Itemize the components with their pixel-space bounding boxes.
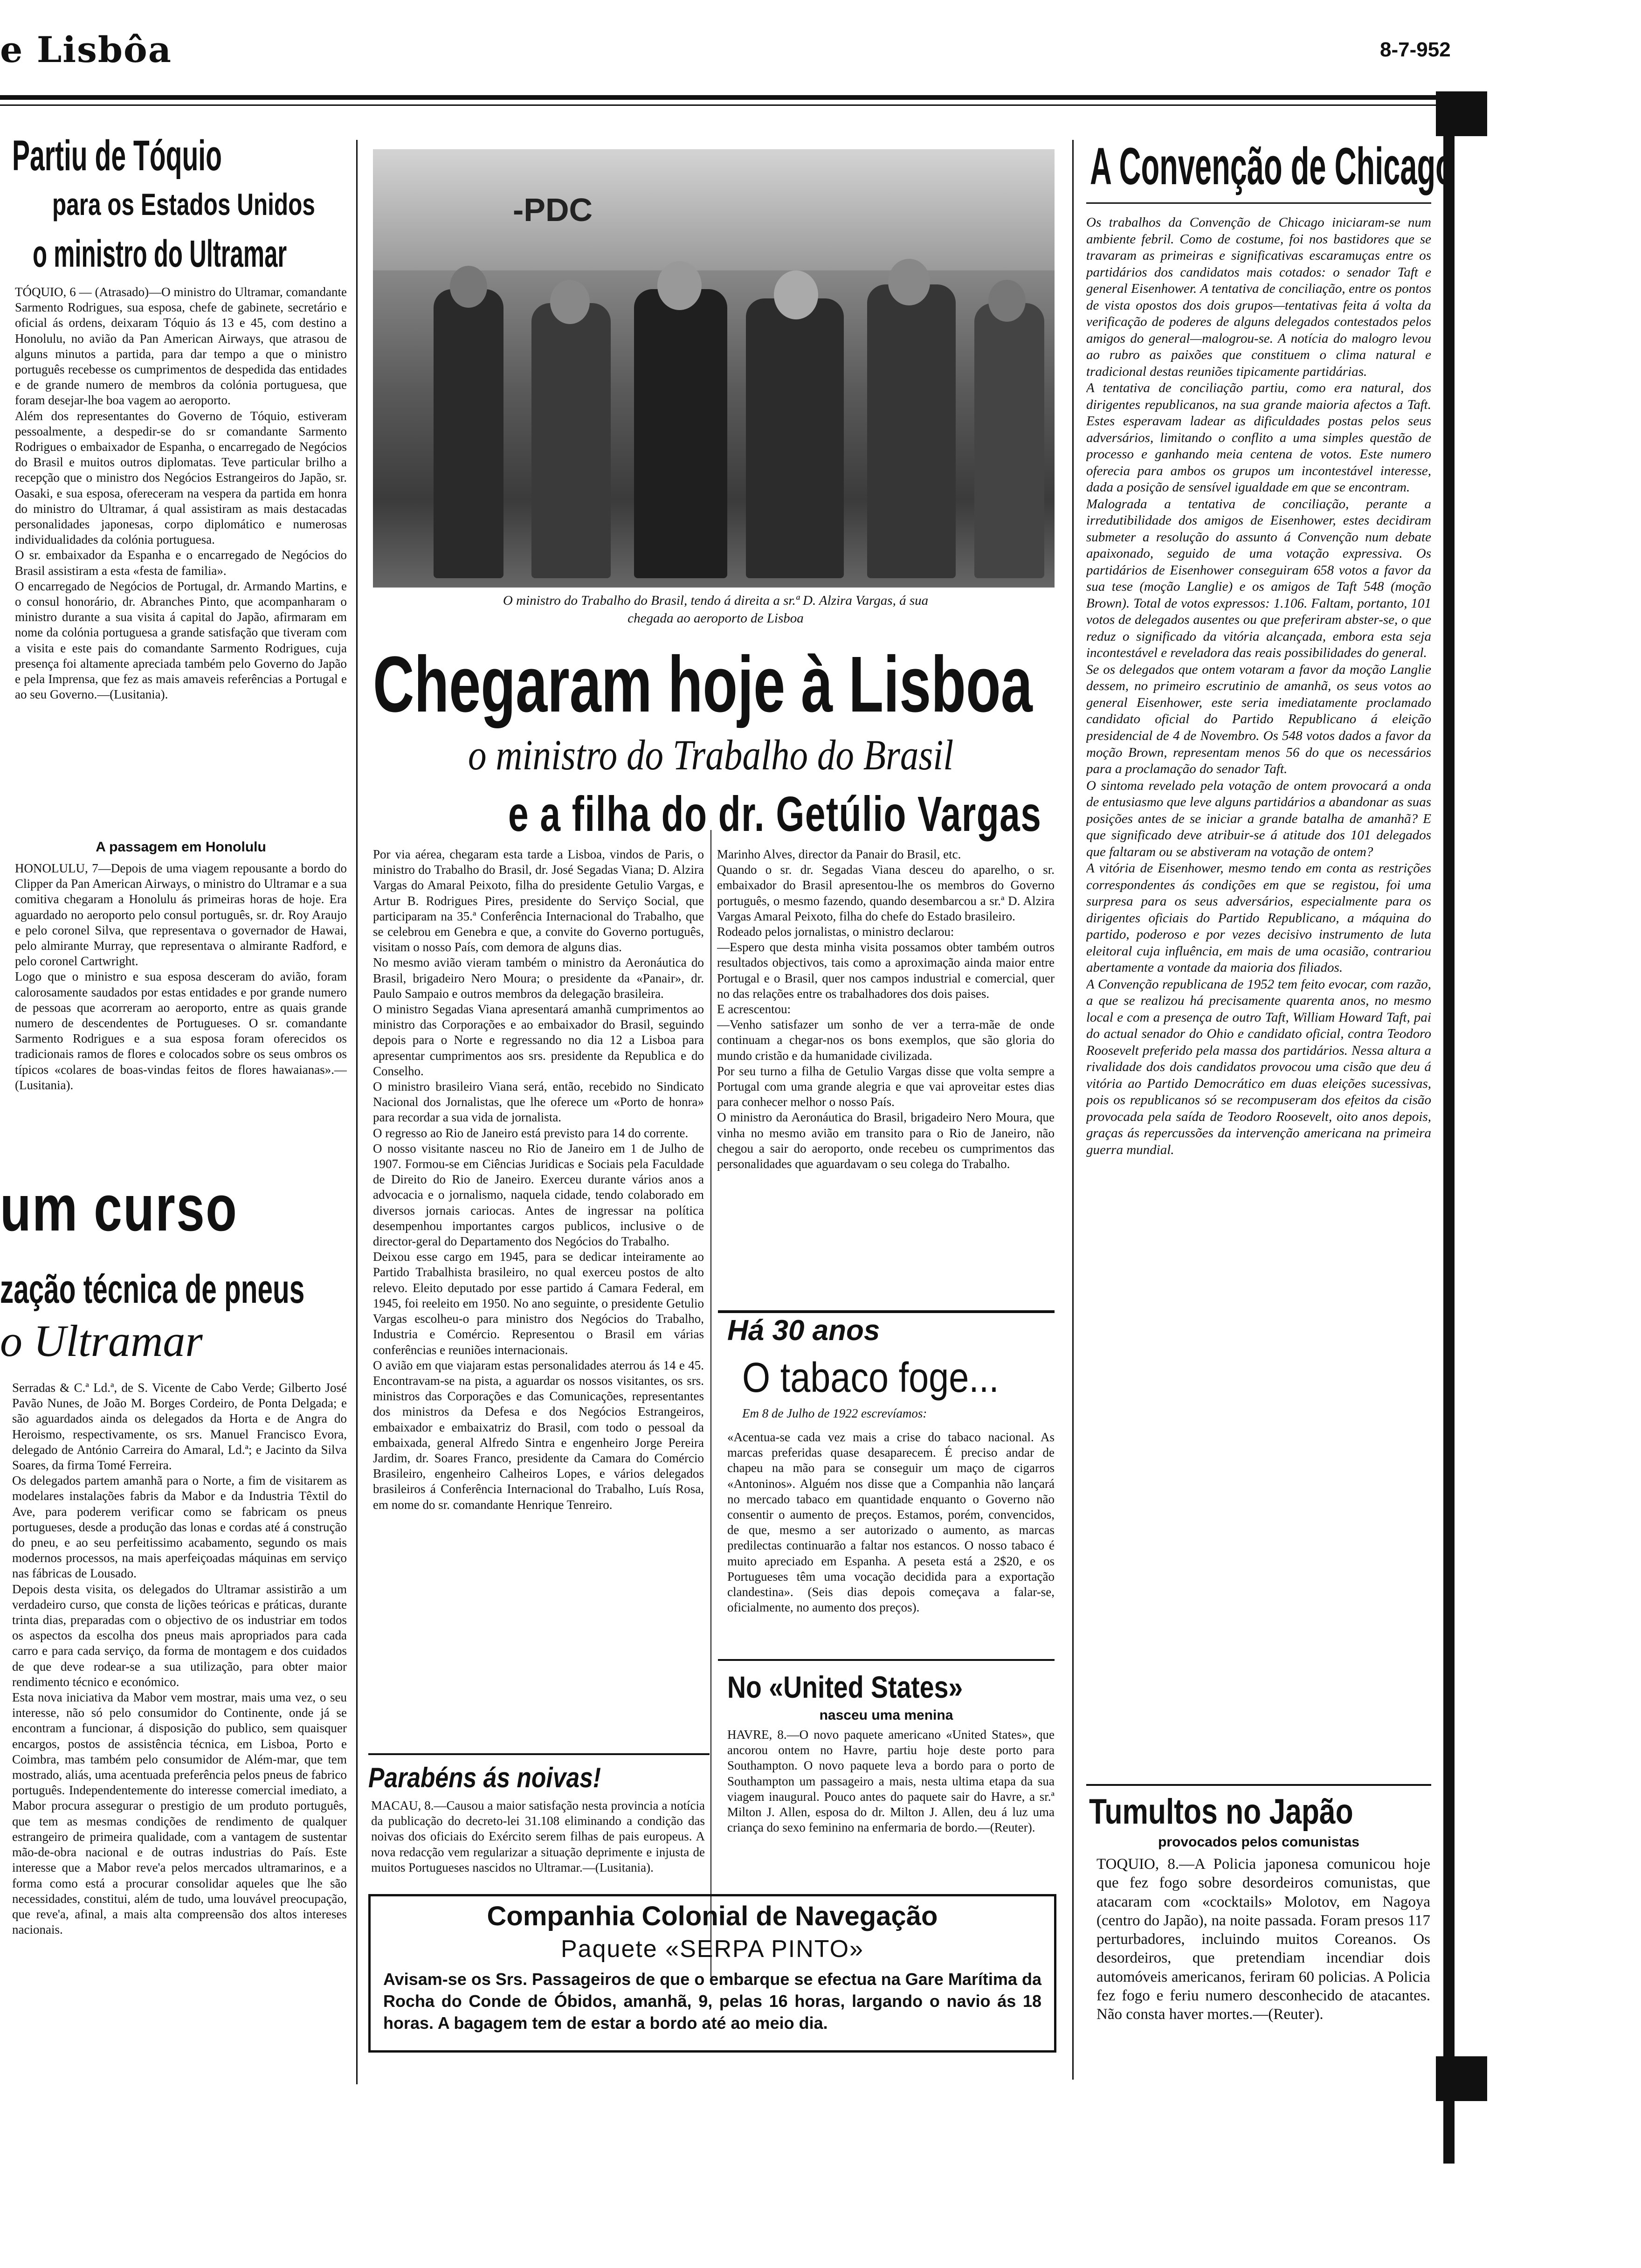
- person-head: [550, 280, 590, 324]
- masthead-rule-thin: [0, 104, 1441, 106]
- person-figure: [746, 298, 844, 578]
- noivas-body: MACAU, 8.—Causou a maior satisfação nesta provincia a notícia da publicação do decreto-lei 31.108 eliminando a condição das noivas dos oficiais do Exército serem filhas de pais europeus. A nova redacção vem regularizar a situação deprimente e injusta de muitos Portugueses nascidos no Ultramar.—(Lusitania).: [371, 1798, 705, 1874]
- united-headline: No «United States»: [727, 1670, 963, 1704]
- honolulu-headline: A passagem em Honolulu: [96, 839, 266, 855]
- ha30-body: «Acentua-se cada vez mais a crise do tabaco nacional. As marcas preferidas quase desaparecem. É preciso andar de chapeu na mão para se conseguir um maço de cigarros «Antoninos». Alguém nos disse que a Companhia não lançará no mercado tabaco em quantidade enquanto o Governo não consentir o aumento de preços. Estamos, porém, convencidos, de que, mesmo a ser autorizado o aumento, as marcas predilectas continuarão a faltar nos estancos. O nosso tabaco é muito apreciado em Espanha. A peseta está a 2$20, e os Portugueses têm uma vocação decidida para a exportação clandestina». (Seis dias depois começava a falar-se, oficialmente, no aumento dos preços).: [727, 1430, 1055, 1615]
- japao-subhead: provocados pelos comunistas: [1158, 1834, 1359, 1850]
- person-figure: [867, 284, 956, 578]
- ad-line-1: Companhia Colonial de Navegação: [487, 1901, 938, 1931]
- toquio-subhead-2: o ministro do Ultramar: [33, 233, 287, 275]
- right-edge-cap-bottom: [1436, 2056, 1487, 2101]
- curso-headline: um curso: [0, 1171, 238, 1245]
- lisboa-body-col-1: Por via aérea, chegaram esta tarde a Lisboa, vindos de Paris, o ministro do Trabalho do Brasil, dr. José Segadas Viana; D. Alzira Vargas do Amaral Peixoto, filha do presidente Getulio Vargas, e Artur B. Rodrigues Pires, presidente do Serviço Social, que participaram na 35.ª Conferência Internacional do Trabalho, que se celebrou em Genebra e que, a convite do Governo português, visitam o nosso País, com demora de alguns dias. No mesmo avião vieram também o ministro da Aeronáutica do Brasil, brigadeiro Nero Moura; o presidente da «Panair», dr. Paulo Sampaio e outros membros da delegação brasileira. O ministro Segadas Viana apresentará amanhã cumprimentos ao ministro das Corporações e ao embaixador do Brasil, seguindo depois para o Norte e regressando no dia 12 a Lisboa para apresentar cumprimentos aos srs. presidente da Republica e do Conselho. O ministro brasileiro Viana será, então, recebido no Sindicato Nacional dos Jornalistas, que lhe oferece um «Porto de honra» para recordar a sua vida de jornalista. O regresso ao Rio de Janeiro está previsto para 14 do corrente. O nosso visitante nasceu no Rio de Janeiro em 1 de Julho de 1907. Formou-se em Ciências Juridicas e Sociais pela Faculdade de Direito do Rio de Janeiro. Exerceu durante vários anos a advocacia e o jornalismo, naquela cidade, tendo colaborado em diversos jornais cariocas. Antes de ingressar na política desempenhou importantes cargos publicos, inclusive o de director-geral do Departamento dos Negócios do Trabalho. Deixou esse cargo em 1945, para se dedicar inteiramente ao Partido Trabalhista brasileiro, no qual exerceu postos de alto relevo. Eleito deputado por esse partido á Camara Federal, em 1945, foi reeleito em 1950. No ano seguinte, o presidente Getulio Vargas escolheu-o para ministro dos Negócios do Trabalho, Industria e Comércio. Representou o Brasil em várias conferências e reuniões internacionais. O avião em que viajaram estas personalidades aterrou ás 14 e 45. Encontravam-se na pista, a aguardar os nossos visitantes, os srs. ministros das Corporações e das Comunicações, representantes dos ministros da Defesa e dos Negócios Estrangeiros, embaixador e embaixatriz do Brasil, com todo o pessoal da embaixada, general Alfredo Sintra e engenheiro Jorge Pereira Jardim, dr. Soares Franco, presidente da Camara do Comércio Brasileiro, engenheiro Calheiros Lopes, e vários delegados brasileiros á Conferência Internacional do Trabalho, Luís Rosa, em nome do sr. comandante Henrique Tenreiro.: [373, 847, 704, 1512]
- ha30-headline: O tabaco foge...: [742, 1355, 999, 1401]
- person-figure: [634, 289, 727, 578]
- plane-marking: -PDC: [513, 192, 593, 228]
- united-subhead: nasceu uma menina: [819, 1708, 953, 1723]
- japao-rule-top: [1086, 1784, 1431, 1786]
- chicago-body: Os trabalhos da Convenção de Chicago iniciaram-se num ambiente febril. Como de costume, foi nos bastidores que se travaram as primeiras e significativas escaramuças entre os partidários dos candidatos mais cotados: o senador Taft e general Eisenhower. A tentativa de conciliação, entre os pontos de vista opostos dos dois grupos—tentativas feita á volta da verificação de poderes de alguns delegados contestados pelos amigos do general—malogrou-se. A notícia do malogro levou ao rubro as paixões que constituem o clima natural e tradicional destas reuniões tipicamente partidárias. A tentativa de conciliação partiu, como era natural, dos dirigentes republicanos, na sua grande maioria afectos a Taft. Estes esperavam ladear as dificuldades postas pelos seus adversários, limitando o conflito a uma simples questão de processo e ganhando meia centena de votos. Este numero oferecia para ambos os grupos um incontestável interesse, dada a posição de sensível igualdade em que se encontram. Malograda a tentativa de conciliação, perante a irredutibilidade dos amigos de Eisenhower, estes decidiram submeter a resolução do assunto á Convenção num debate apaixonado, seguido de uma votação expressiva. Os partidários de Eisenhower conseguiram 658 votos a favor da sua tese (moção Langlie) e os amigos de Taft 548 (moção Brown). Total de votos expressos: 1.106. Faltam, portanto, 101 votos de delegados ausentes ou que preferiram abster-se, o que reduz o significado da vitória alcançada, embora esta seja incontestável e reveladora das reais possibilidades do general. Se os delegados que ontem votaram a favor da moção Langlie dessem, no primeiro escrutinio de amanhã, os seus votos ao general Eisenhower, este seria imediatamente proclamado candidato oficial do Partido Republicano á eleição presidencial de 4 de Novembro. Os 548 votos dados a favor da moção Brown, representam menos 56 do que os necessários para a proclamação do senador Taft. O sintoma revelado pela votação de ontem provocará a onda de entusiasmo que leve alguns partidários a abandonar as suas posições antes de se iniciar a grande batalha de amanhã? E que significado deve atribuir-se á atitude dos 101 delegados que faltaram ou se abstiveram na votação de ontem? A vitória de Eisenhower, mesmo tendo em conta as restrições correspondentes ás condições em que se registou, foi uma surpresa para os seus adversários, especialmente para os dirigentes oficiais do Partido Republicano, a máquina do partido, poderoso e por vezes decisivo instrumento de luta eleitoral cuja influência, em mais de uma ocasião, contrariou abertamente a vontade da maioria dos filiados. A Convenção republicana de 1952 tem feito evocar, com razão, a que se realizou há precisamente quarenta anos, no mesmo local e com a presença de outro Taft, William Howard Taft, pai do actual senador do Ohio e candidato oficial, contra Teodoro Roosevelt preferido pela massa dos partidários. Nessa altura a rivalidade dos dois candidatos provocou uma cisão que deu á vitória ao Partido Democrático em duas eleições sucessivas, pois os republicanos só se recompuseram dos efeitos da cisão provocada pela saída de Teodoro Roosevelt, oito anos depois, graças ás repercussões da intervenção americana na primeira guerra mundial.: [1086, 215, 1431, 1157]
- lisboa-subhead-1: o ministro do Trabalho do Brasil: [468, 731, 954, 779]
- noivas-headline: Parabéns ás noivas!: [368, 1762, 601, 1793]
- noivas-rule-top: [368, 1753, 710, 1755]
- right-edge-bar: [1443, 93, 1455, 2164]
- ha30-kicker: Há 30 anos: [727, 1314, 880, 1347]
- person-head: [657, 261, 702, 310]
- toquio-body: TÓQUIO, 6 — (Atrasado)—O ministro do Ultramar, comandante Sarmento Rodrigues, sua esposa, chefe de gabinete, secretário e oficial ás ordens, deixaram Tóquio ás 13 e 45, com destino a Honolulu, no avião da Pan American Airways, que atrasou de alguns minutos a partida, para dar tempo a que o ministro português recebesse os cumprimentos de despedida das entidades e de grande numero de membros da colónia portuguesa, que foram desejar-lhe boa vagem ao aeroporto. Além dos representantes do Governo de Tóquio, estiveram pessoalmente, a despedir-se do sr comandante Sarmento Rodrigues o embaixador de Espanha, o encarregado de Negócios do Brasil e muitos outros diplomatas. Teve particular brilho a recepção que o ministro dos Negócios Estrangeiros do Japão, sr. Oasaki, e sua esposa, ofereceram na vespera da partida em honra do ministro do Ultramar, á qual assistiram as mais destacadas personalidades japonesas, corpo diplomático e numerosas individualidades da colónia portuguesa. O sr. embaixador da Espanha e o encarregado de Negócios do Brasil assistiram a esta «festa de familia». O encarregado de Negócios de Portugal, dr. Armando Martins, e o consul honorário, dr. Abranches Pinto, que acompanharam o ministro durante a sua visita á capital do Japão, afirmaram em nome da colónia portuguesa a grande satisfação que tiveram com a visita e este pais do comandante Sarmento Rodrigues, cuja presença foi altamente apreciada também pelo Governo do Japão e pela Imprensa, que fez as mais amaveis referências a Portugal e ao seu Governo.—(Lusitania).: [15, 285, 347, 702]
- person-figure: [531, 303, 611, 578]
- chicago-headline: A Convenção de Chicago: [1090, 137, 1454, 195]
- lisboa-body-col-2: Marinho Alves, director da Panair do Brasil, etc. Quando o sr. dr. Segadas Viana desceu do aparelho, o sr. embaixador do Brasil apresentou-lhe os membros do Governo português, o mesmo fazendo, quando desembarcou a sr.ª D. Alzira Vargas Amaral Peixoto, filha do chefe do Estado brasileiro. Rodeado pelos jornalistas, o ministro declarou: —Espero que desta minha visita possamos obter também outros resultados objectivos, tais como a aproximação ainda maior entre Portugal e o Brasil, quer nos campos industrial e comercial, quer no das relações entre os trabalhadores dos dois paises. E acrescentou: —Venho satisfazer um sonho de ver a terra-mãe de onde continuam a chegar-nos os bons exemplos, que são gloria do mundo cristão e da humanidade civilizada. Por seu turno a filha de Getulio Vargas disse que volta sempre a Portugal com uma grande alegria e que vai aproveitar estes dias para conhecer melhor o nosso País. O ministro da Aeronáutica do Brasil, brigadeiro Nero Moura, que vinha no mesmo avião em transito para o Rio de Janeiro, não chegou a sair do aeroporto, onde recebeu os cumprimentos das personalidades que aguardavam o seu colega do Trabalho.: [717, 847, 1055, 1171]
- person-figure: [434, 289, 503, 578]
- curso-body: Serradas & C.ª Ld.ª, de S. Vicente de Cabo Verde; Gilberto José Pavão Nunes, de João M. Borges Cordeiro, de Ponta Delgada; e são aguardados ainda os delegados da Horta e de Angra do Heroismo, respectivamente, os srs. Manuel Francisco Evora, delegado de António Carreira do Amaral, Ld.ª; e Jacinto da Silva Soares, da firma Tomé Ferreira. Os delegados partem amanhã para o Norte, a fim de visitarem as modelares instalações fabris da Mabor e da Industria Têxtil do Ave, para poderem verificar como se fabricam os pneus portugueses, desde a produção das lonas e cordas até á construção do pneu, e ao seu perfeitissimo acabamento, segundo os mais modernos processos, na mais aperfeiçoadas máquinas em serviço nas fábricas de Lousado. Depois desta visita, os delegados do Ultramar assistirão a um verdadeiro curso, que consta de lições teóricas e práticas, durante trinta dias, preparadas com o objectivo de os industriar em todos os aspectos da escolha dos pneus mais apropriados para cada carro e para cada serviço, da forma de montagem e dos cuidados de que deve rodear-se a sua utilização, para obter maior rendimento técnico e económico. Esta nova iniciativa da Mabor vem mostrar, mais uma vez, o seu interesse, não só pelo consumidor do Continente, onde já se encontram a funcionar, á disposição do publico, sem quaisquer encargos, postos de assistência técnica, em Lisboa, Porto e Coimbra, mas também pelo consumidor de Além-mar, que tem mostrado, aliás, uma acentuada preferência pelos pneus de fabrico português. Independentemente do interesse comercial imediato, a Mabor procura assegurar o prestigio de um produto português, que tem as mesmas condições de rendimento de qualquer estrangeiro de primeira qualidade, com a vantagem de sustentar mão-de-obra nacional e de outras industrias do País. Este interesse que a Mabor reve'a pelos mercados ultramarinos, e a forma como está a procurar consolidar aqueles que lhe são necessidades, constitui, além de tudo, uma louvável preocupação, que reve'a, afinal, a mais alta compreensão dos altos intereses nacionais.: [12, 1381, 347, 1937]
- person-head: [774, 270, 818, 319]
- japao-headline: Tumultos no Japão: [1089, 1792, 1353, 1832]
- chicago-rule: [1086, 202, 1431, 204]
- ministers-arrival-photo: [373, 149, 1055, 588]
- person-figure: [974, 303, 1044, 578]
- masthead-title: e Lisbôa: [0, 29, 172, 70]
- curso-subhead-1: zação técnica de pneus: [0, 1267, 305, 1312]
- curso-subhead-2: o Ultramar: [0, 1316, 203, 1366]
- column-rule-2: [1072, 140, 1074, 2080]
- photo-caption-line-2: chegada ao aeroporto de Lisboa: [627, 611, 804, 626]
- united-rule-top: [718, 1659, 1055, 1661]
- ad-line-2: Paquete «SERPA PINTO»: [561, 1936, 864, 1963]
- japao-body: TOQUIO, 8.—A Policia japonesa comunicou hoje que fez fogo sobre desordeiros comunistas, que atacaram com «cocktails» Molotov, em Nagoya (centro do Japão), na noite passada. Foram presos 117 perturbadores, incluindo muitos Coreanos. Os desordeiros, que pretendiam incendiar dois automóveis americanos, feriram 60 policias. A Policia fez fogo e feriu numero desconhecido de atacantes. Não consta haver mortes.—(Reuter).: [1096, 1856, 1430, 2023]
- airplane-shape: [373, 149, 1055, 270]
- person-head: [888, 259, 930, 305]
- ha30-dateline: Em 8 de Julho de 1922 escrevíamos:: [742, 1406, 927, 1420]
- column-rule-1: [356, 140, 358, 2084]
- photo-caption-line-1: O ministro do Trabalho do Brasil, tendo á direita a sr.ª D. Alzira Vargas, á sua: [503, 593, 929, 608]
- person-head: [450, 266, 487, 308]
- toquio-headline: Partiu de Tóquio: [12, 132, 222, 180]
- united-body: HAVRE, 8.—O novo paquete americano «United States», que ancorou ontem no Havre, partiu hoje deste porto para Southampton. O novo paquete leva a bordo para o porto de Southampton um passageiro a mais, nesta ultima etapa da sua viagem inaugural. Pouco antes do paquete sair do Havre, a sr.ª Milton J. Allen, esposa do dr. Milton J. Allen, deu á luz uma criança do sexo feminino na enfermaria de bordo.—(Reuter).: [727, 1728, 1055, 1835]
- person-head: [988, 280, 1026, 322]
- lisboa-subhead-2: e a filha do dr. Getúlio Vargas: [508, 787, 1042, 842]
- right-edge-cap-top: [1436, 91, 1487, 136]
- toquio-subhead-1: para os Estados Unidos: [52, 187, 315, 221]
- column-rule-3: [710, 830, 711, 1977]
- ad-body: Avisam-se os Srs. Passageiros de que o embarque se efectua na Gare Marítima da Rocha do Conde de Óbidos, amanhã, 9, pelas 16 horas, largando o navio ás 18 horas. A bagagem tem de estar a bordo até ao meio dia.: [383, 1970, 1041, 2033]
- masthead-date: 8-7-952: [1380, 38, 1451, 61]
- masthead-rule: [0, 95, 1441, 100]
- lisboa-headline: Chegaram hoje à Lisboa: [373, 640, 1033, 729]
- honolulu-body: HONOLULU, 7—Depois de uma viagem repousante a bordo do Clipper da Pan American Airways, o ministro do Ultramar e a sua comitiva chegaram a Honolulu ás primeiras horas de hoje. Era aguardado no aeroporto pelo consul português, sr. dr. Roy Araujo e pelo coronel Silva, que representava o governador de Hawai, pelo almirante Murray, que representava o almirante Radford, e pelo coronel Cartwright. Logo que o ministro e sua esposa desceram do avião, foram calorosamente saudados por estas entidades e por grande numero de pessoas que acorreram ao aeroporto, entre as quais grande numero de descendentes de Portugueses. O sr. comandante Sarmento Rodrigues e a sua esposa foram oferecidos os tradicionais ramos de flores e colocados sobre os seus ombros os típicos «colares de boas-vindas feitos de flores hawaianas».—(Lusitania).: [15, 861, 347, 1092]
- ha30-rule-top: [718, 1310, 1055, 1313]
